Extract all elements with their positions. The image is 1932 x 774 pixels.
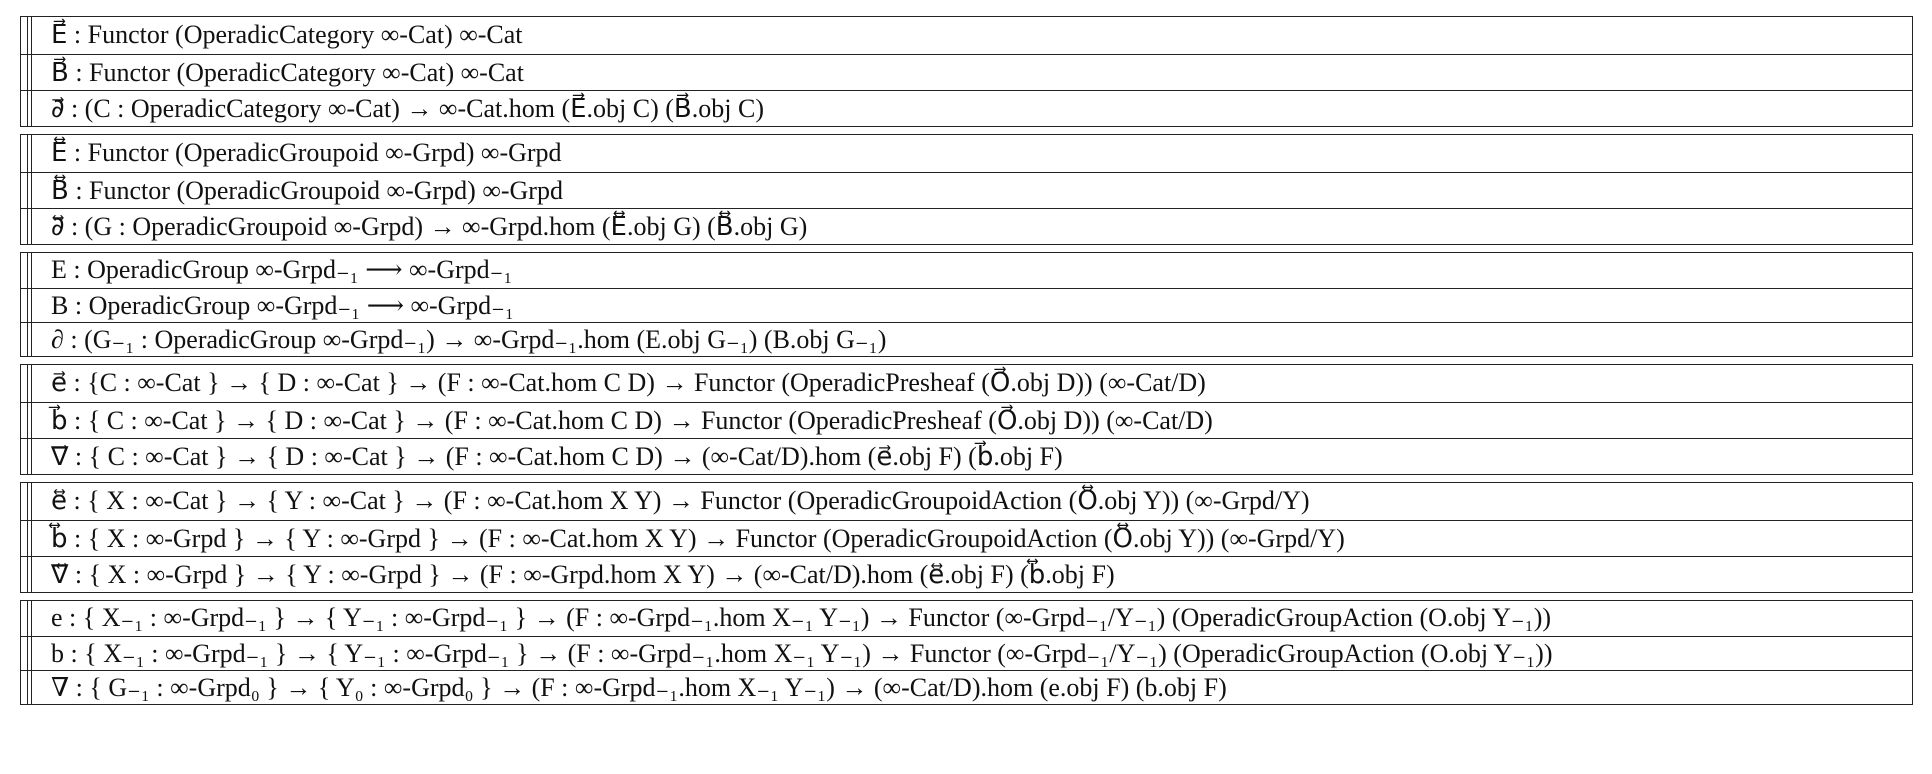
group-presheaf <box>20 364 1913 475</box>
declaration-row: ∂⃡ : (G : OperadicGroupoid ∞-Grpd) → ∞-Grpd.hom (E⃡.obj G) (B⃡.obj G) <box>21 208 1912 244</box>
declaration-row: E⃗ : Functor (OperadicCategory ∞-Cat) ∞-Cat <box>51 20 523 49</box>
declarations-document <box>20 16 1913 712</box>
declaration-row: e : { X₋₁ : ∞-Grpd₋₁ } → { Y₋₁ : ∞-Grpd₋₁ } → (F : ∞-Grpd₋₁.hom X₋₁ Y₋₁) → Functor (∞-Grpd₋₁/Y₋₁) (OperadicGroupAction (O.obj Y₋₁)) <box>51 603 1552 632</box>
declaration-row: e⃡ : { X : ∞-Cat } → { Y : ∞-Cat } → (F : ∞-Cat.hom X Y) → Functor (OperadicGroupoidAction (O⃡.obj Y)) (∞-Grpd/Y) <box>51 486 1310 515</box>
declaration-row: b : { X₋₁ : ∞-Grpd₋₁ } → { Y₋₁ : ∞-Grpd₋₁ } → (F : ∞-Grpd₋₁.hom X₋₁ Y₋₁) → Functor (∞-Grpd₋₁/Y₋₁) (OperadicGroupAction (O.obj Y₋₁)) <box>21 636 1912 670</box>
declaration-row: ∇⃡ : { X : ∞-Grpd } → { Y : ∞-Grpd } → (F : ∞-Grpd.hom X Y) → (∞-Cat/D).hom (e⃡.obj F) (b⃡.obj F) <box>21 556 1912 592</box>
declaration-row: E⃡ : Functor (OperadicGroupoid ∞-Grpd) ∞-Grpd <box>51 138 562 167</box>
declaration-row: b⃗ : { C : ∞-Cat } → { D : ∞-Cat } → (F : ∞-Cat.hom C D) → Functor (OperadicPresheaf (O⃗.obj D)) (∞-Cat/D) <box>21 402 1912 438</box>
declaration-row: E : OperadicGroup ∞-Grpd₋₁ ⟶ ∞-Grpd₋₁ <box>51 255 513 284</box>
declaration-row: B⃗ : Functor (OperadicCategory ∞-Cat) ∞-Cat <box>21 54 1912 90</box>
declaration-row: e⃗ : {C : ∞-Cat } → { D : ∞-Cat } → (F : ∞-Cat.hom C D) → Functor (OperadicPresheaf (O⃗.obj D)) (∞-Cat/D) <box>51 368 1206 397</box>
group-groupoid-action <box>20 482 1913 593</box>
declaration-row: B : OperadicGroup ∞-Grpd₋₁ ⟶ ∞-Grpd₋₁ <box>21 288 1912 322</box>
group-operadic-group <box>20 252 1913 357</box>
declaration-row: B⃡ : Functor (OperadicGroupoid ∞-Grpd) ∞-Grpd <box>21 172 1912 208</box>
group-operadic-groupoid <box>20 134 1913 245</box>
declaration-row: ∂ : (G₋₁ : OperadicGroup ∞-Grpd₋₁) → ∞-Grpd₋₁.hom (E.obj G₋₁) (B.obj G₋₁) <box>21 322 1912 356</box>
declaration-row: b⃡ : { X : ∞-Grpd } → { Y : ∞-Grpd } → (F : ∞-Cat.hom X Y) → Functor (OperadicGroupoidAction (O⃡.obj Y)) (∞-Grpd/Y) <box>21 520 1912 556</box>
group-operadic-category <box>20 16 1913 127</box>
declaration-row: ∂⃗ : (C : OperadicCategory ∞-Cat) → ∞-Cat.hom (E⃗.obj C) (B⃗.obj C) <box>21 90 1912 126</box>
group-group-action <box>20 600 1913 705</box>
declaration-row: ∇ : { G₋₁ : ∞-Grpd₀ } → { Y₀ : ∞-Grpd₀ } → (F : ∞-Grpd₋₁.hom X₋₁ Y₋₁) → (∞-Cat/D).hom (e.obj F) (b.obj F) <box>21 670 1912 704</box>
declaration-row: ∇⃗ : { C : ∞-Cat } → { D : ∞-Cat } → (F : ∞-Cat.hom C D) → (∞-Cat/D).hom (e⃗.obj F) (b⃗.obj F) <box>21 438 1912 474</box>
